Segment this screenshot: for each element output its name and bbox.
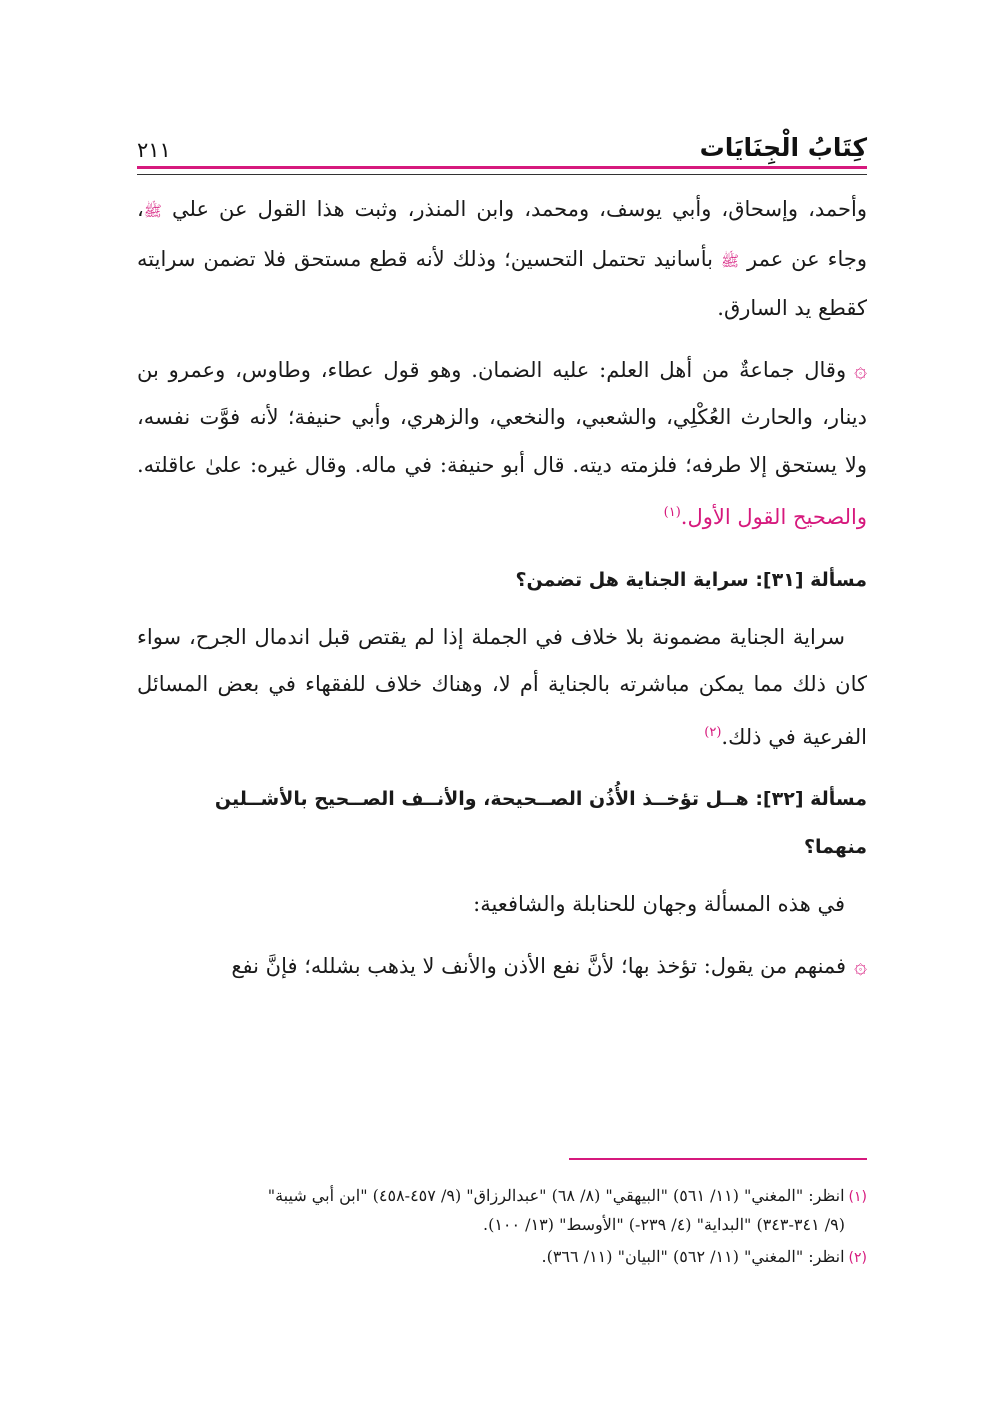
book-title: كِتَابُ الْجِنَايَات — [699, 133, 867, 162]
footnote-1-number: (١) — [848, 1189, 867, 1205]
paragraph-3-text: سراية الجناية مضمونة بلا خلاف في الجملة إذا لم يقتص قبل اندمال الجرح، سواء كان ذلك مما يمكن مباشرته بالجناية أم لا، وهناك خلاف للفقهاء في بعض المسائل الفرعية في ذلك. — [137, 624, 867, 749]
header-rule — [137, 174, 867, 175]
page-number: ٢١١ — [137, 138, 171, 162]
paragraph-2-text: وقال جماعةٌ من أهل العلم: عليه الضمان. وهو قول عطاء، وطاوس، وعمرو بن دينار، والحارث العُكْلِي، والشعبي، والنخعي، والزهري، وأبي حنيفة؛ لأنه فوَّت نفسه، ولا يستحق إلا طرفه؛ فلزمته ديته. قال أبو حنيفة: في ماله. وقال غيره: علىٰ عاقلته. — [137, 357, 867, 477]
header-rule-accent — [137, 166, 867, 169]
footnotes — [137, 1182, 867, 1272]
footnote-1-text: انظر: "المغني" (١١/ ٥٦١) "البيهقي" (٨/ ٦٨) "عبدالرزاق" (٩/ ٤٥٧-٤٥٨) "ابن أبي شيبة" — [267, 1186, 845, 1205]
paragraph-1-end: بأسانيد تحتمل التحسين؛ وذلك لأنه قطع مستحق فلا تضمن سرايته كقطع يد السارق. — [137, 246, 867, 320]
paragraph-2 — [137, 347, 867, 542]
section-heading-31: مسألة [٣١]: سراية الجناية هل تضمن؟ — [515, 568, 867, 591]
main-text — [137, 186, 867, 990]
footnote-1-continued: (٩/ ٣٤١-٣٤٣) "البداية" (٤/ ٢٣٩-) "الأوسط" (١٣/ ١٠٠). — [482, 1215, 845, 1234]
footnote-1 — [137, 1182, 867, 1211]
page-header — [137, 122, 867, 162]
footnote-2-number: (٢) — [848, 1250, 867, 1266]
paragraph-1-mid: ، وجاء عن عمر — [137, 197, 867, 271]
footnote-ref-2[interactable]: (٢) — [704, 724, 722, 740]
paragraph-5 — [137, 943, 867, 991]
paragraph-5-text: فمنهم من يقول: تؤخذ بها؛ لأنَّ نفع الأذن والأنف لا يذهب بشلله؛ فإنَّ نفع — [231, 953, 847, 978]
flower-ornament-icon: ۞ — [854, 357, 867, 383]
paragraph-1 — [137, 186, 867, 333]
footnote-ref-1[interactable]: (١) — [663, 505, 681, 520]
flower-ornament-icon: ۞ — [854, 953, 867, 979]
section-heading-32 — [137, 775, 867, 823]
paragraph-1-start: وأحمد، وإسحاق، وأبي يوسف، ومحمد، وابن المنذر، وثبت هذا القول عن علي — [171, 197, 867, 221]
paragraph-4: في هذه المسألة وجهان للحنابلة والشافعية: — [473, 892, 845, 916]
paragraph-3 — [137, 614, 867, 762]
honorific-mark: ﷺ — [143, 202, 162, 220]
highlighted-conclusion: والصحيح القول الأول. — [680, 505, 867, 529]
section-heading-32-line1: مسألة [٣٢]: هــل تؤخــذ الأُذُن الصــحيحة، والأنــف الصــحيح بالأشــلين — [214, 788, 867, 810]
footnote-2 — [137, 1243, 867, 1272]
footnote-separator — [569, 1158, 867, 1160]
honorific-mark: ﷺ — [720, 251, 740, 270]
section-heading-32-cont: منهما؟ — [804, 836, 867, 858]
footnote-2-text: انظر: "المغني" (١١/ ٥٦٢) "البيان" (١١/ ٣٦٦). — [541, 1247, 845, 1266]
